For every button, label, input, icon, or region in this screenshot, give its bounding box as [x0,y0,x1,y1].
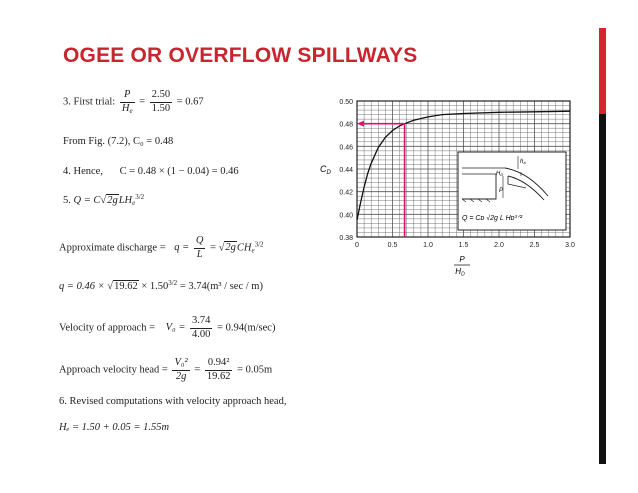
y-tick-label: 0.50 [339,99,353,106]
he-final-line: Hₑ = 1.50 + 0.05 = 1.55m [59,422,170,433]
inset-label-ha: ha [520,159,526,165]
velocity-of-approach-line: Velocity of approach = V₀ = $\frac{3.74}{4.00}$ = 0.94(m/sec) [59,315,276,340]
step-3-line: 3. First trial: $\frac{P}{H_e}$ = $\frac{2.50}{1.50}$ = 0.67 [63,89,204,115]
y-tick-label: 0.48 [339,121,353,129]
step-4-line: 4. Hence, C = 0.48 × (1 − 0.04) = 0.46 [63,166,239,177]
x-tick-label: 0.5 [387,242,398,249]
velocity-head-value-fraction: $\frac{\text{0.94²}}{19.62}$ [206,357,231,382]
x-axis-label-numerator: P [459,255,465,264]
x-tick-label: 1.0 [423,242,433,249]
x-tick-label: 2.0 [494,242,504,249]
velocity-fraction: $\frac{3.74}{4.00}$ [192,315,211,340]
p-over-he-fraction: $\frac{P}{H_e}$ [121,89,133,115]
y-tick-label: 0.38 [339,235,353,242]
inset-label-hd: HD [496,171,504,177]
approx-discharge-line: Approximate discharge = q = $\frac{Q}{L}$ = √2gCH$_e^{3/2}$ [59,235,264,260]
side-accent-bar-black [599,114,606,464]
x-tick-labels [355,242,575,249]
step-4-expression: C = 0.48 × (1 − 0.04) = 0.46 [119,166,239,177]
x-tick-label: 0 [355,242,359,249]
reading-marker-arrow [357,121,364,127]
inset-label-p: P [499,188,504,194]
q-value-line: $q = 0.46 \times √19.62 \times 1.50^{3/2} = 3.74(m^3 / \sec / m)$ [59,279,263,292]
v0-squared-over-2g-fraction: $\frac{\text{V₀²}}{2g}$ [174,357,188,382]
step-3-prefix: 3. First trial: [63,96,116,108]
revised-computations-line: 6. Revised computations with velocity approach head, [59,396,287,407]
y-tick-label: 0.46 [339,144,353,152]
value-fraction: $\frac{2.50}{1.50}$ [151,89,171,114]
y-tick-labels [339,99,353,242]
inset-formula: Q = Cᴅ √2g L Hᴅ³ᐟ² [462,215,523,222]
fig-reference: From Fig. (7.2), C₀ = 0.48 [63,136,174,147]
approach-velocity-head-line: Approach velocity head = $\frac{\text{V₀²}}{2g}$ = $\frac{\text{0.94²}}{19.62}$ = 0.05m [59,357,273,382]
step-3-result: = 0.67 [176,96,204,108]
y-tick-label: 0.42 [339,189,353,197]
y-tick-label: 0.40 [339,212,353,220]
y-axis-label: $C_D$ [320,164,331,176]
x-axis-label-denominator: HD [455,267,465,278]
side-accent-bar-red [599,28,606,114]
x-tick-label: 1.5 [458,242,469,249]
spillway-inset [458,152,566,230]
x-tick-label: 3.0 [565,242,575,249]
discharge-coefficient-chart [300,92,585,282]
step-5-line: 5. Q = C√2gLH$_e^{3/2}$ [63,193,145,207]
y-tick-label: 0.44 [339,167,353,174]
q-over-l-fraction: $\frac{Q}{L}$ [195,235,204,260]
x-tick-label: 2.5 [529,242,540,249]
slide-title: OGEE OR OVERFLOW SPILLWAYS [63,44,418,67]
